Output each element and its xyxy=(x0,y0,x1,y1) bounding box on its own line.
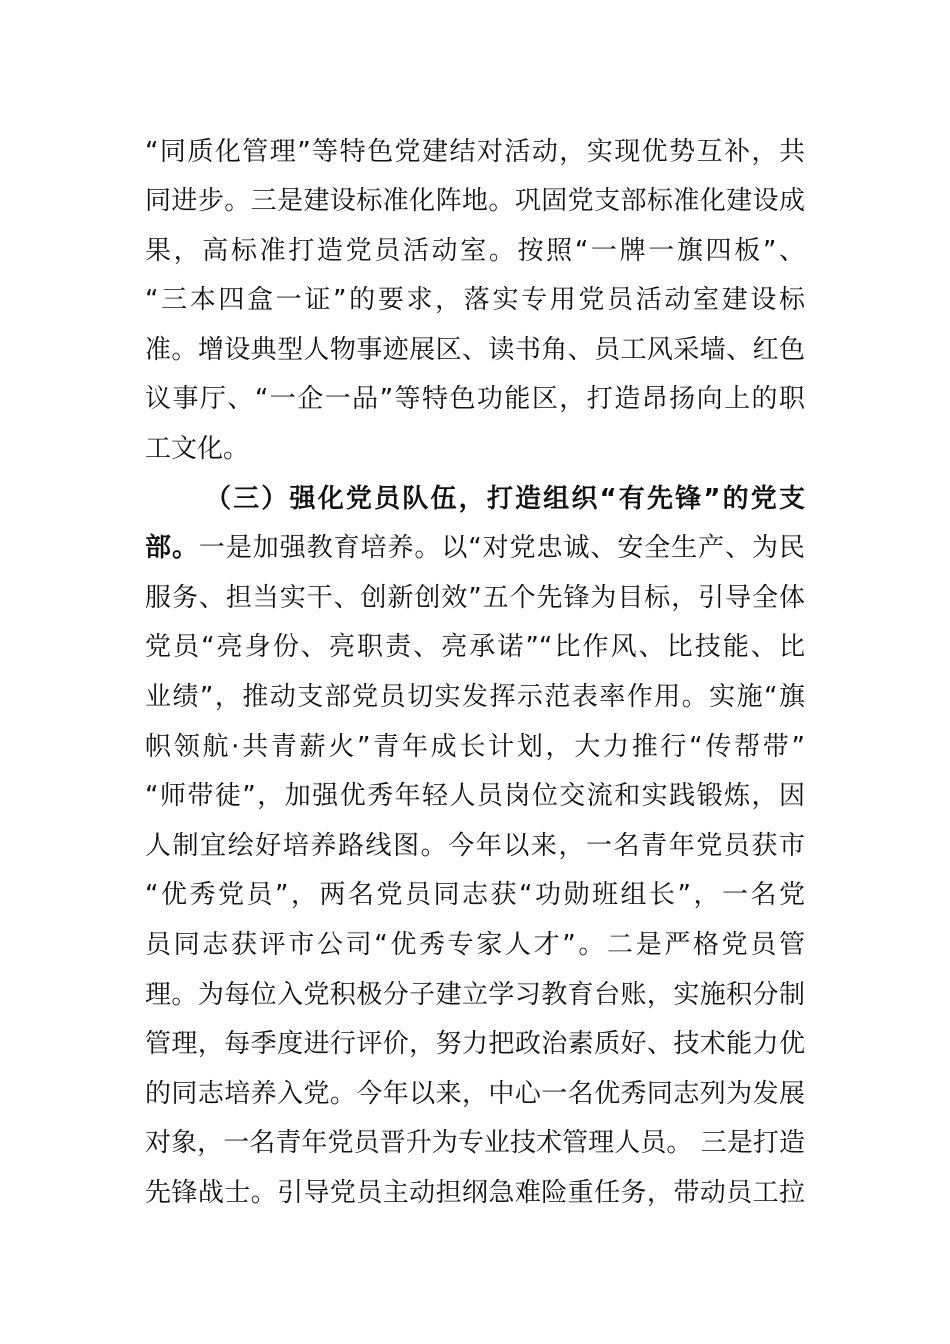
text-line: 党员“亮身份、亮职责、亮承诺”“比作风、比技能、比 xyxy=(145,632,805,662)
text-line-content: 一是加强教育培养。以“对党忠诚、安全生产、为民 xyxy=(198,533,805,563)
text-line: 同进步。三是建设标准化阵地。巩固党支部标准化建设成 xyxy=(145,186,805,216)
text-line: “三本四盒一证”的要求，落实专用党员活动室建设标 xyxy=(145,285,805,315)
text-line: 帜领航·共青薪火”青年成长计划，大力推行“传帮带” xyxy=(145,732,805,762)
text-line: 果，高标准打造党员活动室。按照“一牌一旗四板”、 xyxy=(145,236,805,266)
text-line xyxy=(145,528,805,568)
section-heading: （三）强化党员队伍，打造组织“有先锋”的党支 xyxy=(205,484,805,514)
text-line: 先锋战士。引导党员主动担纲急难险重任务，带动员工拉 xyxy=(145,1178,805,1208)
text-line: 管理，每季度进行评价，努力把政治素质好、技术能力优 xyxy=(145,1029,805,1059)
text-line: 的同志培养入党。今年以来，中心一名优秀同志列为发展 xyxy=(145,1079,805,1109)
text-line: 业绩”，推动支部党员切实发挥示范表率作用。实施“旗 xyxy=(145,682,805,712)
text-line: 员同志获评市公司“优秀专家人才”。二是严格党员管 xyxy=(145,930,805,960)
text-line: 议事厅、“一企一品”等特色功能区，打造昂扬向上的职 xyxy=(145,384,805,414)
text-line: 对象，一名青年党员晋升为专业技术管理人员。 三是打造 xyxy=(145,1128,805,1158)
text-line: 工文化。 xyxy=(145,434,250,464)
section-heading-end: 部。 xyxy=(145,533,199,563)
text-line: “同质化管理”等特色党建结对活动，实现优势互补，共 xyxy=(145,137,805,167)
text-line: 服务、担当实干、创新创效”五个先锋为目标，引导全体 xyxy=(145,583,805,613)
text-line: “师带徒”，加强优秀年轻人员岗位交流和实践锻炼，因 xyxy=(145,781,805,811)
text-line: 准。增设典型人物事迹展区、读书角、员工风采墙、红色 xyxy=(145,335,805,365)
text-line: “优秀党员”，两名党员同志获“功勋班组长”，一名党 xyxy=(145,880,805,910)
text-line: 理。为每位入党积极分子建立学习教育台账，实施积分制 xyxy=(145,980,805,1010)
text-line: 人制宜绘好培养路线图。今年以来，一名青年党员获市 xyxy=(145,831,805,861)
